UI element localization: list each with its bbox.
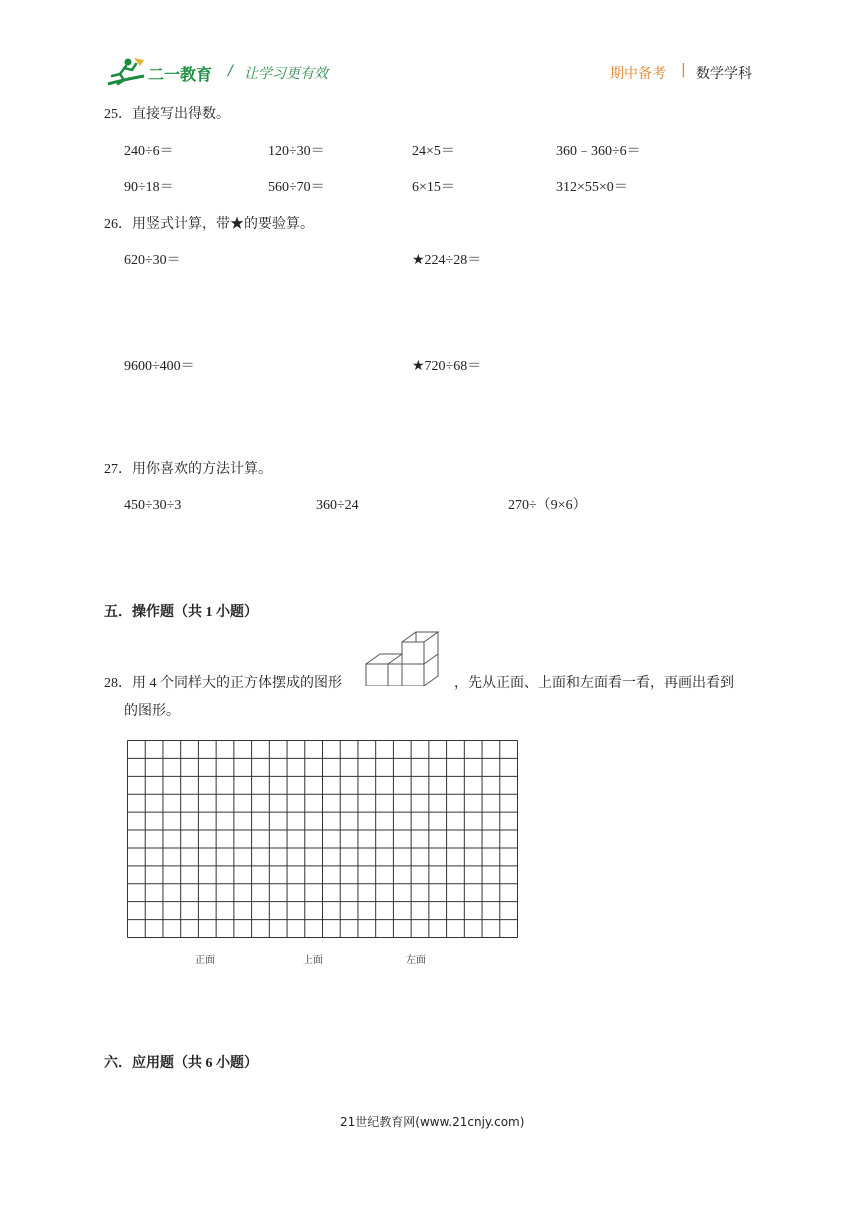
grid-label-left: 左面 xyxy=(406,955,426,966)
question-title: 27．用你喜欢的方法计算。 xyxy=(104,462,272,477)
exercise: 270÷（9×6） xyxy=(508,498,587,513)
footer-text: 21世纪教育网(www.21cnjy.com) xyxy=(340,1115,525,1129)
header-separator: | xyxy=(681,62,686,78)
question-title: 26．用竖式计算，带★的要验算。 xyxy=(104,217,314,232)
exercise: ★224÷28＝ xyxy=(412,253,482,268)
question-text: 28．用 4 个同样大的正方体摆成的图形 xyxy=(104,676,342,691)
exercise: 9600÷400＝ xyxy=(124,359,195,374)
logo-text: 二一教育 xyxy=(148,65,213,84)
exercise: 620÷30＝ xyxy=(124,253,181,268)
section-title: 五．操作题（共 1 小题） xyxy=(104,605,258,620)
exercise: 312×55×0＝ xyxy=(556,180,628,195)
exercise: 24×5＝ xyxy=(412,144,455,159)
slogan: 让学习更有效 xyxy=(244,66,328,82)
cube-figure-icon xyxy=(364,630,454,686)
exercise: 120÷30＝ xyxy=(268,144,325,159)
exercise: 6×15＝ xyxy=(412,180,455,195)
exercise: ★720÷68＝ xyxy=(412,359,482,374)
exercise: 360﹣360÷6＝ xyxy=(556,144,641,159)
exercise: 90÷18＝ xyxy=(124,180,174,195)
subject: 数学学科 xyxy=(696,66,752,82)
exercise: 560÷70＝ xyxy=(268,180,325,195)
grid-label-front: 正面 xyxy=(195,955,215,966)
grid-label-top: 上面 xyxy=(303,955,323,966)
slogan-separator: / xyxy=(228,63,233,79)
drawing-grid xyxy=(127,740,518,938)
exercise: 240÷6＝ xyxy=(124,144,174,159)
exam-label: 期中备考 xyxy=(610,66,666,82)
exercise: 450÷30÷3 xyxy=(124,498,182,513)
exercise: 360÷24 xyxy=(316,498,359,513)
question-text: ，先从正面、上面和左面看一看，再画出看到 xyxy=(454,676,734,691)
question-title: 25．直接写出得数。 xyxy=(104,107,230,122)
section-title: 六．应用题（共 6 小题） xyxy=(104,1056,258,1071)
question-text: 的图形。 xyxy=(124,704,180,719)
runner-logo-icon xyxy=(104,56,148,88)
